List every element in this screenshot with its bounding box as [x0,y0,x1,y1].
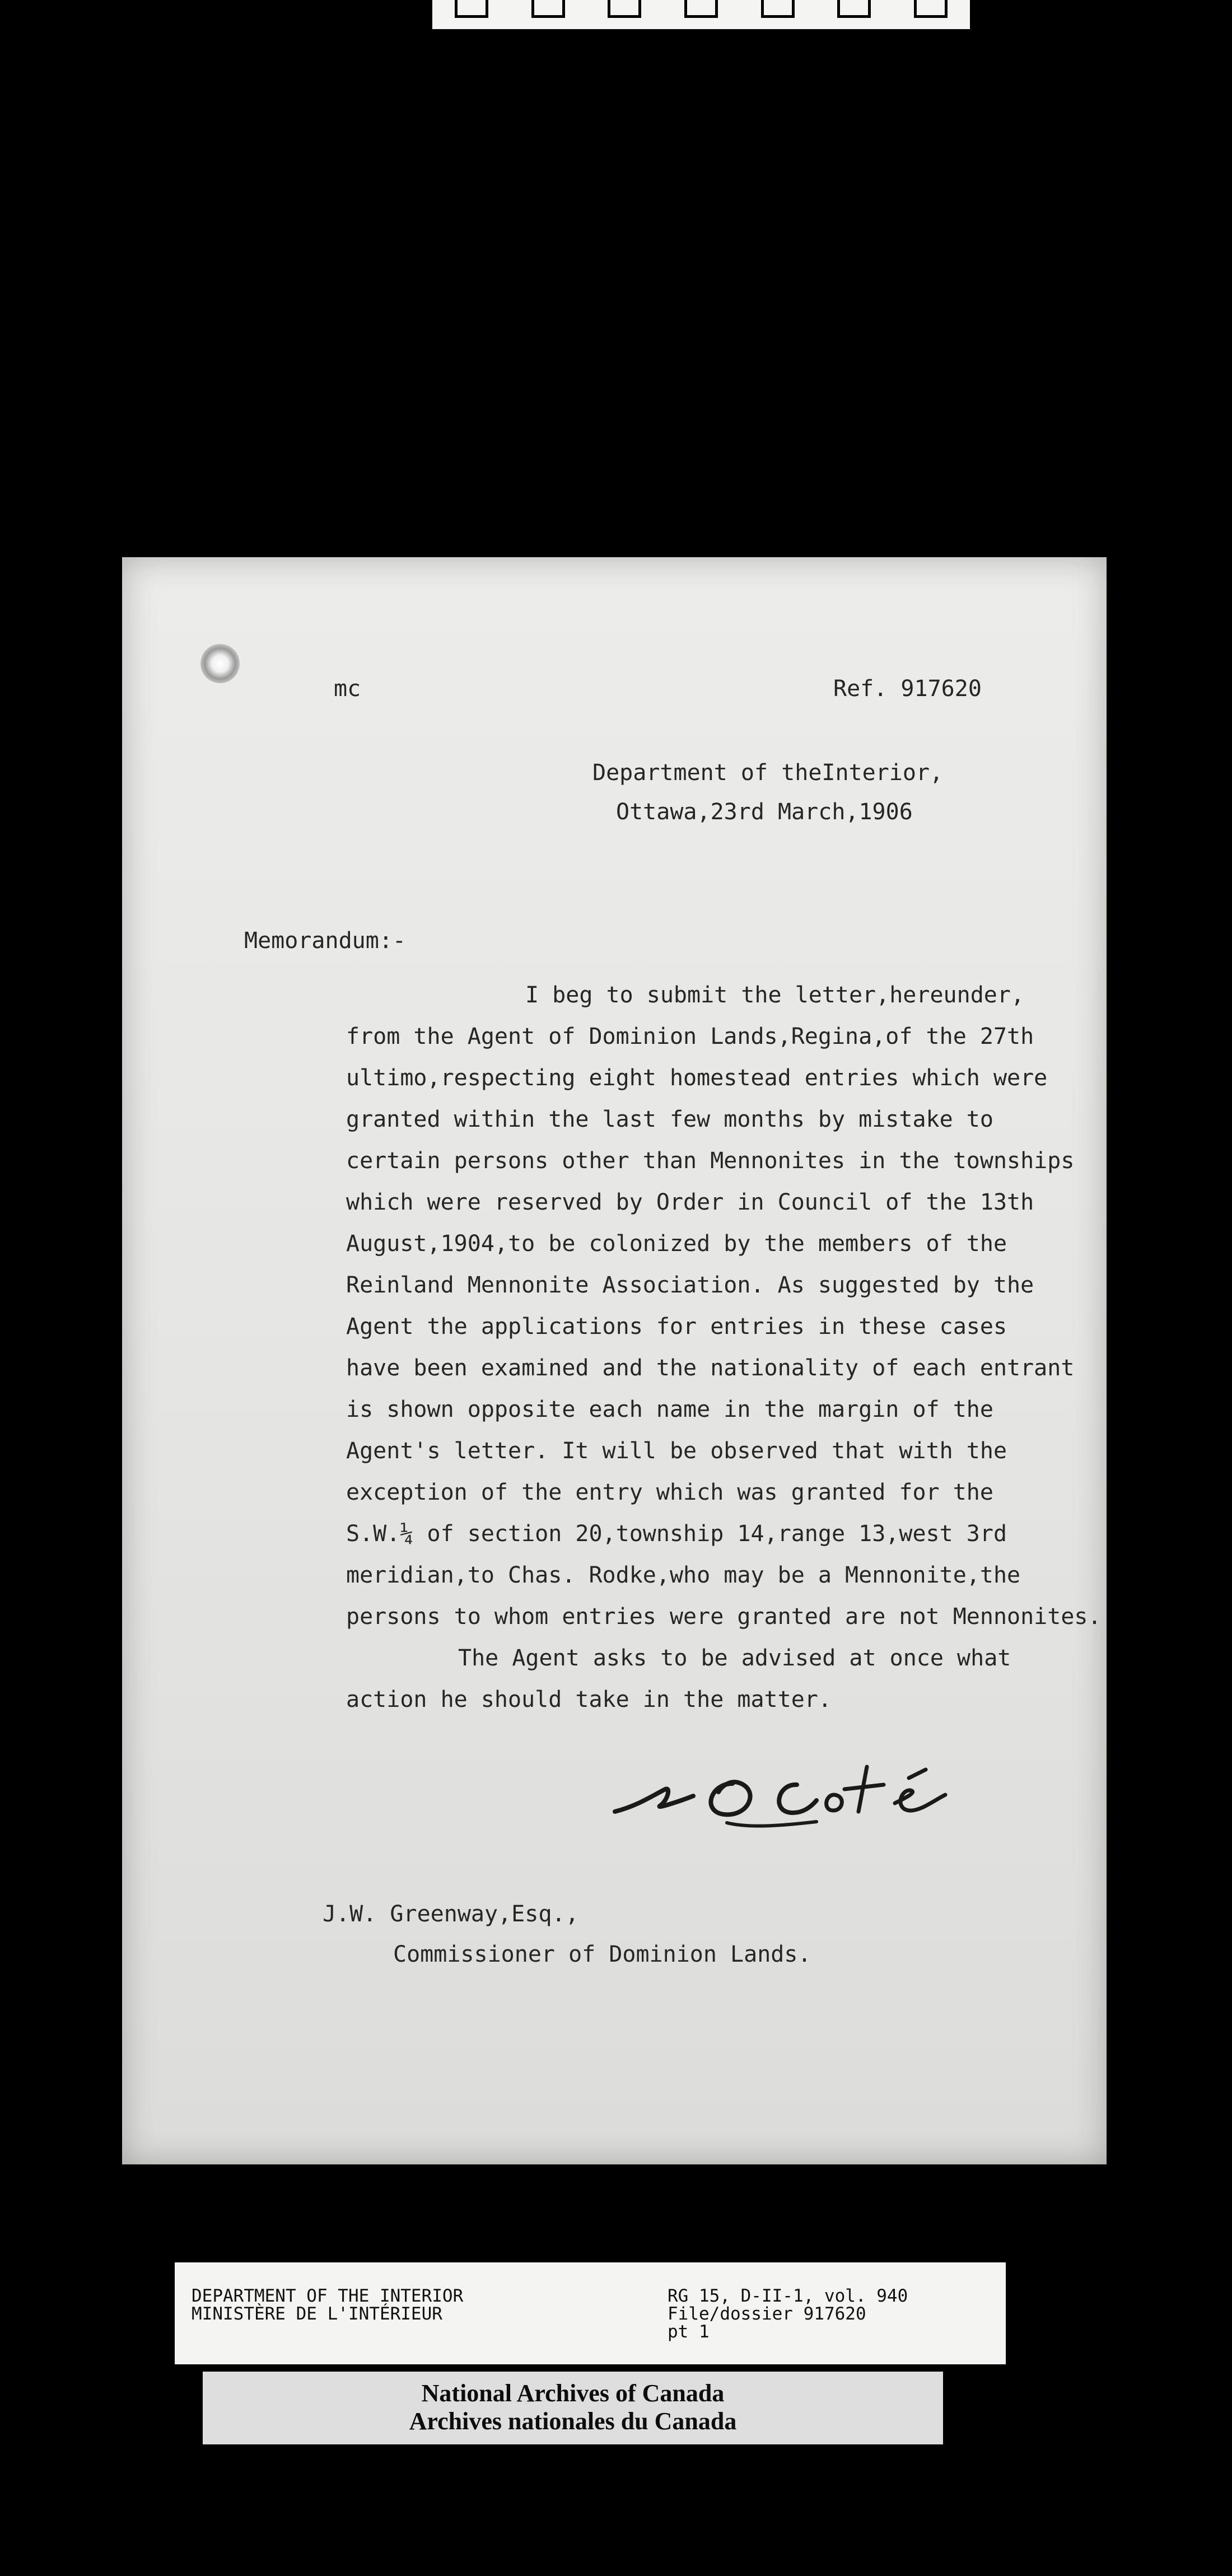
label-department [192,2287,463,2323]
body-line: have been examined and the nationality of each entrant [346,1355,1075,1381]
label-line: DEPARTMENT OF THE INTERIOR [192,2286,464,2306]
body-line: from the Agent of Dominion Lands,Regina,of the 27th [346,1024,1034,1049]
closing-line: The Agent asks to be advised at once what [458,1645,1011,1671]
strip-mark [914,0,948,18]
memorandum-page [122,557,1107,2164]
strip-mark [455,0,488,18]
archive-name-box [203,2372,943,2444]
label-file-reference [668,2287,908,2341]
typist-initials: mc [334,676,361,702]
archive-name-english: National Archives of Canada [421,2379,725,2407]
department-line: Department of theInterior, [592,760,944,786]
body-line: August,1904,to be colonized by the members of the [346,1231,1007,1257]
body-line: certain persons other than Mennonites in the townships [346,1148,1075,1174]
body-line: ultimo,respecting eight homestead entries which were [346,1065,1048,1091]
label-line: RG 15, D-II-1, vol. 940 [668,2286,908,2306]
punch-hole [200,644,240,683]
archive-name-french: Archives nationales du Canada [409,2407,737,2435]
body-line: which were reserved by Order in Council of the 13th [346,1189,1034,1215]
body-line: persons to whom entries were granted are not Mennonites. [346,1604,1102,1630]
label-line: MINISTÈRE DE L'INTÉRIEUR [192,2304,442,2324]
body-line: Reinland Mennonite Association. As suggested by the [346,1272,1034,1298]
addressee-title: Commissioner of Dominion Lands. [393,1942,811,1967]
body-line: Agent's letter. It will be observed that with the [346,1438,1007,1464]
archive-reference-label [175,2262,1006,2364]
body-line: granted within the last few months by mistake to [346,1107,993,1132]
body-line: I beg to submit the letter,hereunder, [525,982,1025,1008]
strip-mark [531,0,565,18]
place-date-line: Ottawa,23rd March,1906 [616,799,913,825]
reference-number: Ref. 917620 [833,676,982,702]
body-line: is shown opposite each name in the margin of the [346,1397,993,1422]
label-line: pt 1 [668,2322,710,2342]
strip-mark [837,0,871,18]
signature [604,1744,962,1840]
body-line: exception of the entry which was granted for the [346,1480,993,1505]
body-line: Agent the applications for entries in these cases [346,1314,1007,1340]
closing-line: action he should take in the matter. [346,1687,832,1712]
strip-mark [761,0,795,18]
strip-mark [684,0,718,18]
top-microfilm-strip [432,0,970,29]
label-line: File/dossier 917620 [668,2304,866,2324]
addressee-name: J.W. Greenway,Esq., [323,1901,579,1927]
memorandum-body [346,974,1102,1720]
strip-mark [608,0,641,18]
body-line: meridian,to Chas. Rodke,who may be a Mennonite,the [346,1562,1021,1588]
strip-marks [455,0,948,22]
body-line: S.W.¼ of section 20,township 14,range 13,west 3rd [346,1521,1007,1547]
memorandum-heading: Memorandum:- [244,928,406,954]
